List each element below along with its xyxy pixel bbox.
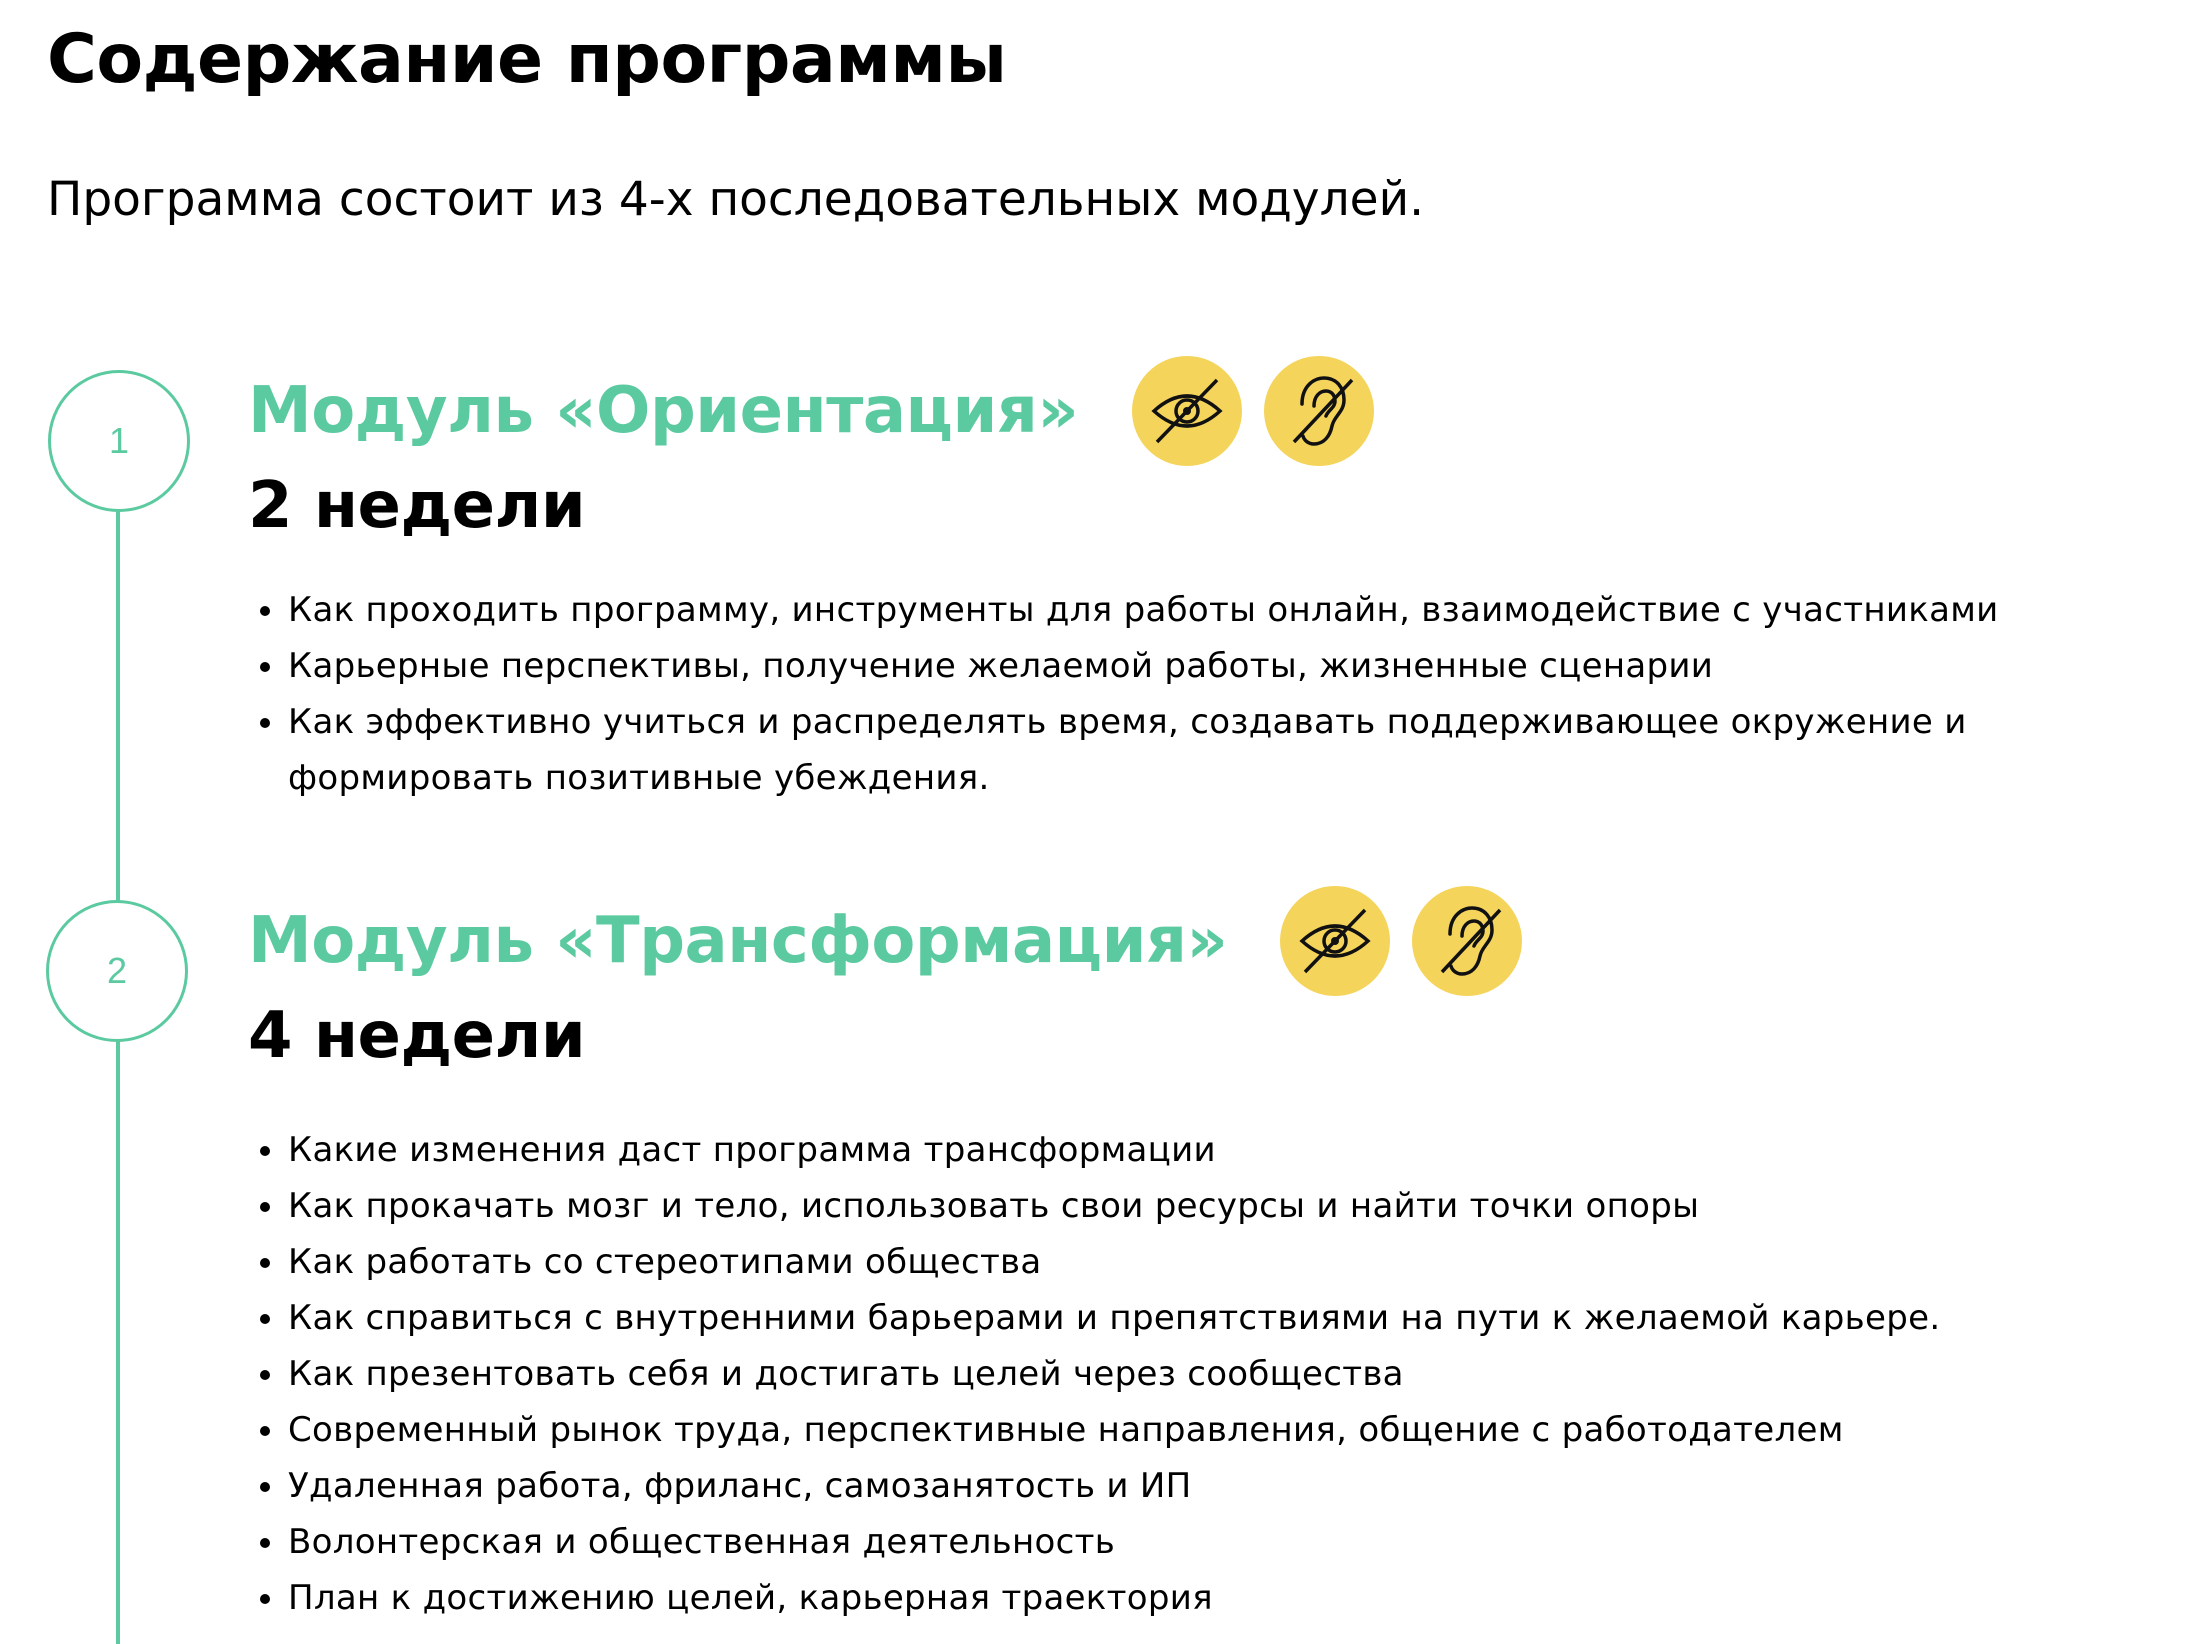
topic-list [248, 1122, 2148, 1626]
topic-list [248, 582, 2148, 806]
list-item: Как прокачать мозг и тело, использовать свои ресурсы и найти точки опоры [248, 1178, 2148, 1234]
module-title: Модуль «Трансформация» [248, 904, 1228, 978]
list-item: Карьерные перспективы, получение желаемой работы, жизненные сценарии [248, 638, 2148, 694]
page-title: Содержание программы [47, 20, 1007, 99]
module-title: Модуль «Ориентация» [248, 374, 1079, 448]
list-item: Как справиться с внутренними барьерами и препятствиями на пути к желаемой карьере. [248, 1290, 2148, 1346]
module-duration: 2 недели [248, 469, 586, 543]
module-duration: 4 недели [248, 999, 586, 1073]
ear-crossed-icon [1264, 356, 1374, 466]
list-item: Современный рынок труда, перспективные направления, общение с работодателем [248, 1402, 2148, 1458]
list-item: Как презентовать себя и достигать целей через сообщества [248, 1346, 2148, 1402]
list-item: Волонтерская и общественная деятельность [248, 1514, 2148, 1570]
list-item: Как работать со стереотипами общества [248, 1234, 2148, 1290]
step-marker-1: 1 [48, 370, 190, 512]
list-item: Как эффективно учиться и распределять время, создавать поддерживающее окружение и формировать позитивные убеждения. [248, 694, 2038, 806]
eye-crossed-icon [1132, 356, 1242, 466]
ear-crossed-icon [1412, 886, 1522, 996]
timeline-line [116, 510, 120, 1644]
list-item: План к достижению целей, карьерная траектория [248, 1570, 2148, 1626]
step-marker-2: 2 [46, 900, 188, 1042]
program-intro: Программа состоит из 4-х последовательных модулей. [47, 172, 1425, 227]
list-item: Какие изменения даст программа трансформации [248, 1122, 2148, 1178]
list-item: Удаленная работа, фриланс, самозанятость и ИП [248, 1458, 2148, 1514]
list-item: Как проходить программу, инструменты для работы онлайн, взаимодействие с участниками [248, 582, 2148, 638]
eye-crossed-icon [1280, 886, 1390, 996]
